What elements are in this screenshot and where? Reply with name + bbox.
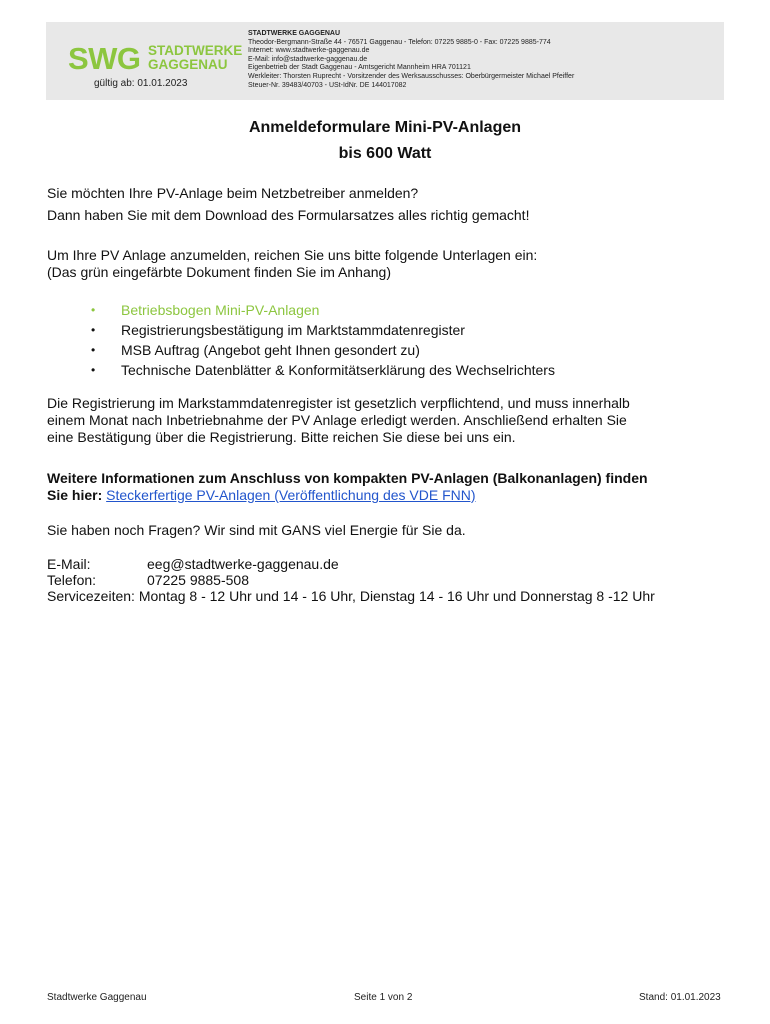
- docs-intro-line-1: Um Ihre PV Anlage anzumelden, reichen Sie uns bitte folgende Unterlagen ein:: [47, 247, 538, 263]
- phone-label: Telefon:: [47, 572, 97, 588]
- email-label: E-Mail:: [47, 556, 91, 572]
- logo-name-line1: STADTWERKE: [148, 43, 243, 58]
- docs-intro-line-2: (Das grün eingefärbte Dokument finden Sie im Anhang): [47, 264, 391, 280]
- document-subtitle: bis 600 Watt: [338, 145, 432, 162]
- vde-fnn-link[interactable]: Steckerfertige PV-Anlagen (Veröffentlichung des VDE FNN): [106, 487, 476, 503]
- company-tax: Steuer-Nr. 39483/40703 - USt-IdNr. DE 144017082: [248, 81, 407, 89]
- company-email: E-Mail: info@stadtwerke-gaggenau.de: [248, 55, 368, 63]
- registration-line-2: einem Monat nach Inbetriebnahme der PV Anlage erledigt werden. Anschließend erhalten Sie: [47, 412, 627, 428]
- bullet-icon: •: [91, 343, 96, 357]
- logo-company-name: [148, 44, 242, 72]
- letterhead: [46, 22, 724, 100]
- list-item: [47, 320, 555, 340]
- list-item: [47, 340, 555, 360]
- bullet-icon: •: [91, 303, 96, 317]
- list-item-label: Technische Datenblätter & Konformitätserklärung des Wechselrichters: [121, 362, 555, 378]
- footer-company: Stadtwerke Gaggenau: [47, 992, 147, 1003]
- company-info: [248, 30, 574, 90]
- hours-label: Servicezeiten:: [47, 588, 135, 604]
- company-name: STADTWERKE GAGGENAU: [248, 30, 341, 37]
- more-info-prefix: Sie hier:: [47, 487, 103, 503]
- intro-line-1: Sie möchten Ihre PV-Anlage beim Netzbetreiber anmelden?: [47, 185, 419, 201]
- list-item-label: Betriebsbogen Mini-PV-Anlagen: [121, 302, 320, 318]
- registration-line-3: eine Bestätigung über die Registrierung. Bitte reichen Sie diese bei uns ein.: [47, 429, 516, 445]
- more-info-line-2: [47, 485, 476, 505]
- questions-text: Sie haben noch Fragen? Wir sind mit GANS viel Energie für Sie da.: [47, 522, 466, 538]
- company-court: Eigenbetrieb der Stadt Gaggenau - Amtsgericht Mannheim HRA 701121: [248, 64, 471, 72]
- phone-value: 07225 9885-508: [147, 572, 249, 588]
- footer-page-number: Seite 1 von 2: [354, 992, 413, 1003]
- document-list: [47, 300, 555, 380]
- list-item: [47, 360, 555, 380]
- bullet-icon: •: [91, 323, 96, 337]
- registration-line-1: Die Registrierung im Markstammdatenregister ist gesetzlich verpflichtend, und muss innerhalb: [47, 395, 630, 411]
- logo-name-line2: GAGGENAU: [148, 57, 228, 72]
- list-item-label: MSB Auftrag (Angebot geht Ihnen gesondert zu): [121, 342, 420, 358]
- document-title: Anmeldeformulare Mini-PV-Anlagen: [248, 119, 522, 136]
- company-management: Werkleiter: Thorsten Ruprecht - Vorsitzender des Werksausschusses: Oberbürgermeister Michael Pfeiffer: [248, 72, 575, 80]
- more-info-line-1: Weitere Informationen zum Anschluss von kompakten PV-Anlagen (Balkonanlagen) finden: [47, 470, 648, 486]
- hours-value: Montag 8 - 12 Uhr und 14 - 16 Uhr, Dienstag 14 - 16 Uhr und Donnerstag 8 -12 Uhr: [138, 588, 655, 604]
- intro-line-2: Dann haben Sie mit dem Download des Formularsatzes alles richtig gemacht!: [47, 207, 530, 223]
- valid-from-date: gültig ab: 01.01.2023: [94, 78, 188, 89]
- contact-hours-row: [47, 587, 655, 605]
- bullet-icon: •: [91, 363, 96, 377]
- company-internet: Internet: www.stadtwerke-gaggenau.de: [248, 47, 370, 55]
- list-item-label: Registrierungsbestätigung im Marktstammdatenregister: [121, 322, 465, 338]
- email-value: eeg@stadtwerke-gaggenau.de: [147, 556, 339, 572]
- footer-date: Stand: 01.01.2023: [639, 992, 721, 1003]
- company-address: Theodor-Bergmann-Straße 44 - 76571 Gaggenau - Telefon: 07225 9885-0 - Fax: 07225 9885-774: [248, 38, 551, 46]
- list-item: [47, 300, 555, 320]
- logo-mark: SWG: [68, 41, 141, 76]
